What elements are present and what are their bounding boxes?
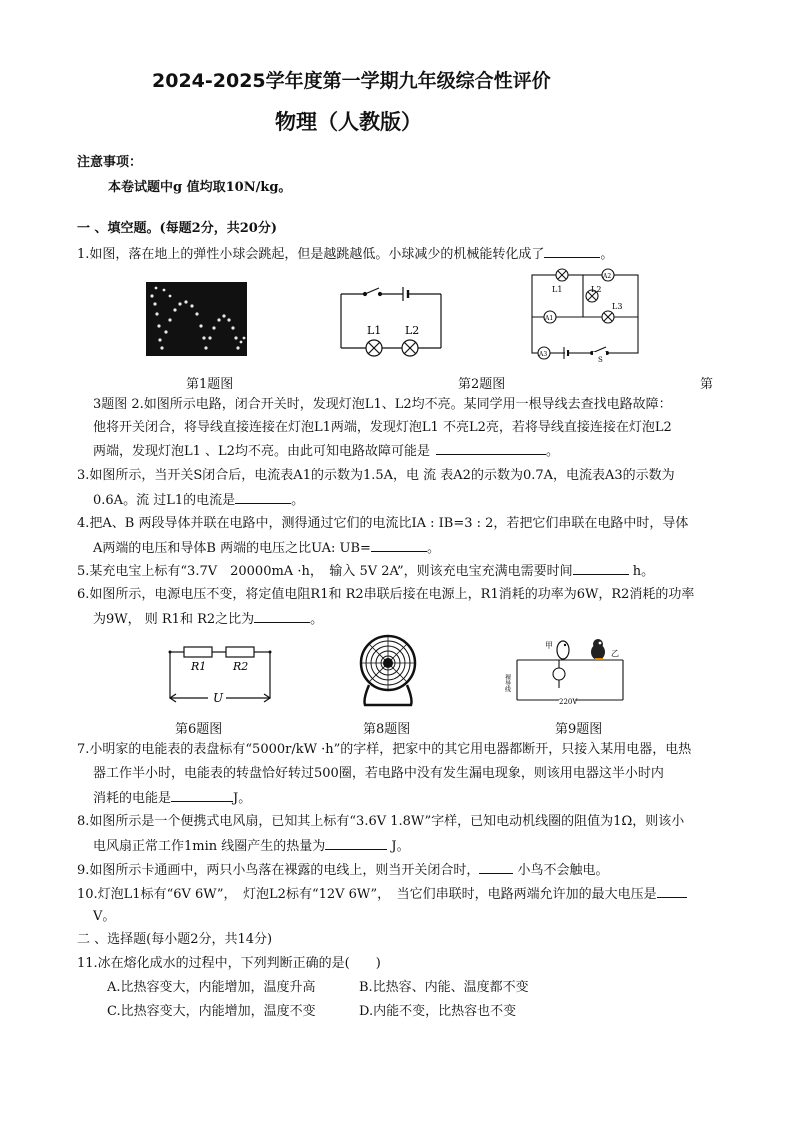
figure-6-resistors <box>166 640 274 708</box>
fig9-label-jia: 甲 <box>545 641 553 650</box>
fig6-label-r1: R1 <box>191 660 207 673</box>
fig3-label-a2: A2 <box>603 273 612 280</box>
answer-blank-10[interactable] <box>657 885 687 898</box>
caption-fig9: 第9题图 <box>555 722 603 737</box>
question-2-line2: 他将开关闭合，将导线直接连接在灯泡L1两端，发现灯泡L1 不亮L2亮，若将导线直接连接在灯泡L2 <box>93 420 672 435</box>
answer-blank-4[interactable] <box>371 539 427 552</box>
question-6-line2 <box>93 610 323 629</box>
question-6-line1: 6.如图所示，电源电压不变，将定值电阻R1和 R2串联后接在电源上，R1消耗的功率为6W，R2消耗的功率 <box>77 587 695 602</box>
answer-blank-9[interactable] <box>479 861 513 874</box>
answer-blank-6[interactable] <box>254 610 310 623</box>
answer-blank-1[interactable] <box>544 245 600 258</box>
question-2-line3 <box>93 442 559 461</box>
question-10-text: 10.灯泡L1标有“6V 6W”， 灯泡L2标有“12V 6W”， 当它们串联时，电路两端允许加的最大电压是 <box>77 887 657 902</box>
fig3-label-l3: L3 <box>612 302 623 311</box>
notes-label: 注意事项： <box>77 155 143 170</box>
question-1-text: 1.如图，落在地上的弹性小球会跳起，但是越跳越低。小球减少的机械能转化成了 <box>77 247 545 262</box>
option-b[interactable]: B.比热容、内能、温度都不变 <box>359 980 529 995</box>
option-a[interactable]: A.比热容变大，内能增加，温度升高 <box>107 980 316 995</box>
section1-heading: 一 、填空题。(每题2分，共20分) <box>77 221 277 236</box>
fig3-label-s: S <box>598 356 603 364</box>
question-6-line2-text: 为9W， 则 R1和 R2之比为 <box>93 612 255 627</box>
fig2-label-l2: L2 <box>405 324 420 337</box>
fig9-label-yi: 乙 <box>611 649 619 658</box>
question-3-line2-text: 0.6A。流 过L1的电流是 <box>93 493 236 508</box>
figure-8-fan <box>357 633 419 709</box>
fig3-label-l1: L1 <box>552 285 563 294</box>
question-8-line2 <box>93 837 410 856</box>
question-7-line3-text: 消耗的电能是 <box>93 791 172 806</box>
exam-subtitle: 物理（人教版） <box>275 110 422 134</box>
fig9-label-voltage: 220V <box>559 698 578 706</box>
fig2-label-l1: L1 <box>367 324 382 337</box>
question-3-end: 。 <box>291 493 305 508</box>
question-2-end: 。 <box>545 444 559 459</box>
question-5 <box>77 562 654 581</box>
question-9-end: 小鸟不会触电。 <box>513 863 609 878</box>
question-7-end: J。 <box>233 791 252 806</box>
question-11: 11.冰在熔化成水的过程中，下列判断正确的是( ) <box>77 956 381 971</box>
question-8-line1: 8.如图所示是一个便携式电风扇，已知其上标有“3.6V 1.8W”字样，已知电动机线圈的阻值为1Ω，则该小 <box>77 814 685 829</box>
question-9 <box>77 861 609 880</box>
question-8-line2-text: 电风扇正常工作1min 线圈产生的热量为 <box>93 839 326 854</box>
question-7-line1: 7.小明家的电能表的表盘标有“5000r/kW ·h”的字样，把家中的其它用电器都断开，只接入某用电器，电热 <box>77 742 692 757</box>
question-6-end: 。 <box>310 612 324 627</box>
caption-fig2: 第2题图 <box>458 377 506 392</box>
question-2-line3-text: 两端，发现灯泡L1 、L2均不亮。由此可知电路故障可能是 <box>93 444 430 459</box>
question-7-line3 <box>93 789 251 808</box>
caption-fig3-start: 第 <box>700 377 714 392</box>
fig3-label-l2: L2 <box>591 285 602 294</box>
exam-title: 2024-2025学年度第一学期九年级综合性评价 <box>152 70 551 92</box>
caption-fig6: 第6题图 <box>175 722 223 737</box>
figure-9-birds <box>505 636 633 708</box>
question-5-end: h。 <box>628 564 655 579</box>
fig9-label-wire: 裸导线 <box>503 674 511 692</box>
figure-3-circuit <box>528 265 643 363</box>
question-4-line2-text: A两端的电压和导体B 两端的电压之比UA: UB= <box>93 541 371 556</box>
caption-fig1: 第1题图 <box>186 377 234 392</box>
question-1-end: 。 <box>600 247 614 262</box>
fig3-label-a3: A3 <box>539 351 548 358</box>
answer-blank-7[interactable] <box>171 789 233 802</box>
question-3-line1: 3.如图所示，当开关S闭合后，电流表A1的示数为1.5A，电 流 表A2的示数为0.7A，电流表A3的示数为 <box>77 468 675 483</box>
figure-1-bouncing-ball <box>146 282 247 356</box>
caption-fig8: 第8题图 <box>363 722 411 737</box>
answer-blank-2[interactable] <box>436 442 546 455</box>
fig6-label-r2: R2 <box>233 660 249 673</box>
answer-blank-8[interactable] <box>325 837 387 850</box>
answer-blank-5[interactable] <box>573 562 629 575</box>
figure-2-circuit <box>335 282 447 362</box>
question-7-line2: 器工作半小时，电能表的转盘恰好转过500圈，若电路中没有发生漏电现象，则该用电器这半小时内 <box>93 766 664 781</box>
question-3-line2 <box>93 491 304 510</box>
question-4-line2 <box>93 539 440 558</box>
question-1 <box>77 245 613 264</box>
question-8-end: J。 <box>387 839 410 854</box>
fig6-label-u: U <box>213 691 224 705</box>
question-10-line2: V。 <box>93 909 116 924</box>
option-c[interactable]: C.比热容变大，内能增加，温度不变 <box>107 1004 316 1019</box>
option-d[interactable]: D.内能不变，比热容也不变 <box>359 1004 517 1019</box>
section2-heading: 二 、选择题(每小题2分，共14分) <box>77 932 273 947</box>
question-2-line1: 3题图 2.如图所示电路，闭合开关时，发现灯泡L1、L2均不亮。某同学用一根导线去查找电路故障： <box>93 397 672 412</box>
notes-text: 本卷试题中g 值均取10N/kg。 <box>108 180 292 195</box>
question-9-text: 9.如图所示卡通画中，两只小鸟落在裸露的电线上，则当开关闭合时， <box>77 863 480 878</box>
fig3-label-a1: A1 <box>545 315 554 322</box>
question-4-end: 。 <box>426 541 440 556</box>
question-5-text: 5.某充电宝上标有“3.7V 20000mA ·h， 输入 5V 2A”，则该充电宝充满电需要时间 <box>77 564 573 579</box>
question-4-line1: 4.把A、B 两段导体并联在电路中，测得通过它们的电流比IA : IB=3 : 2，若把它们串联在电路中时，导体 <box>77 516 689 531</box>
question-10-line1 <box>77 885 687 904</box>
answer-blank-3[interactable] <box>235 491 291 504</box>
